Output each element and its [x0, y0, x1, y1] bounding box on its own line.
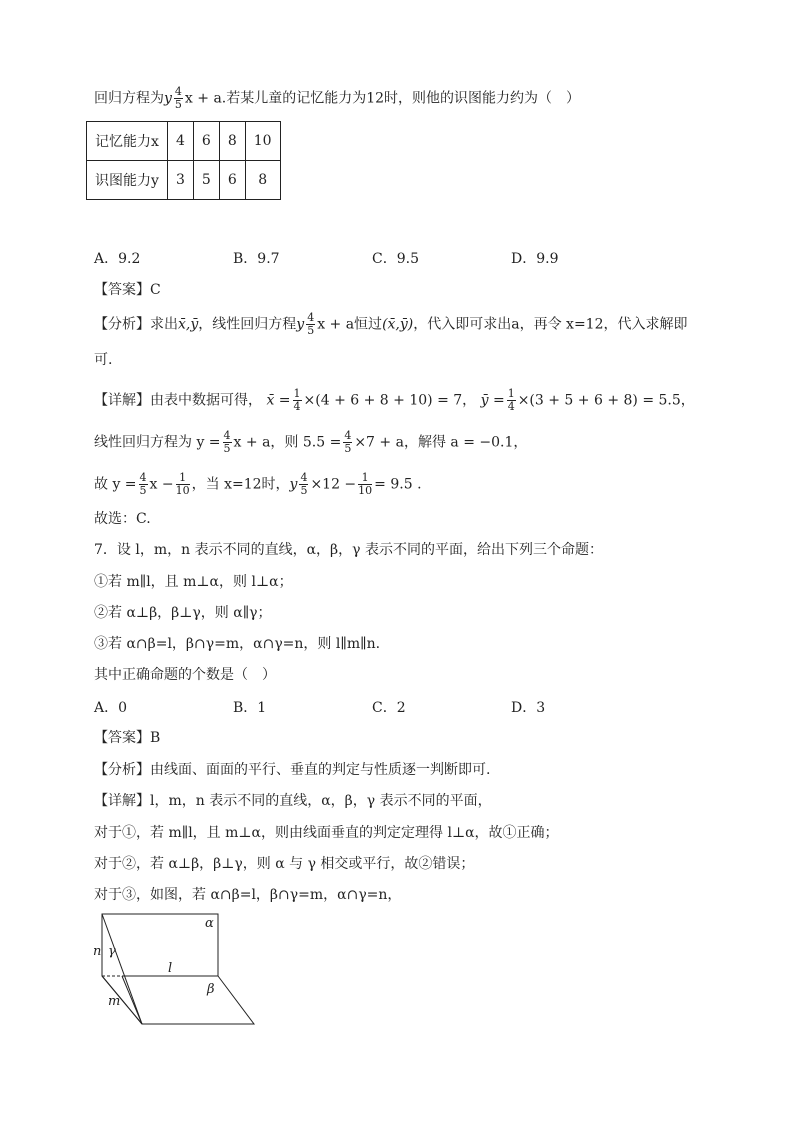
analysis-text: 求出 [150, 316, 178, 333]
answer-tag: 【答案】 [94, 730, 150, 746]
data-table [86, 121, 281, 200]
option-c[interactable]: C．9.5 [372, 251, 419, 267]
y-hat: y [296, 316, 305, 333]
table-header-memory: 记忆能力x [87, 122, 168, 161]
option-b[interactable]: B．9.7 [233, 251, 280, 267]
label-n: n [93, 944, 102, 959]
analysis-tag: 【分析】 [94, 762, 150, 778]
fraction-four-fifths: $\frac{4}{5}$ [300, 471, 308, 497]
detail-text: ×(4 + 6 + 8 + 10) = 7， [303, 392, 477, 409]
table-cell: 3 [168, 161, 194, 200]
detail-text: ，当 x=12时， [191, 476, 290, 493]
table-cell: 4 [168, 122, 194, 161]
detail-text: x + a，则 5.5 = [233, 434, 342, 451]
y-hat: y [164, 90, 172, 107]
detail-text: ×7 + a，解得 a = −0.1， [354, 434, 528, 451]
label-beta: β [207, 982, 215, 997]
q7-stem: 7．设 l，m，n 表示不同的直线，α，β，γ 表示不同的平面，给出下列三个命题： [94, 542, 603, 558]
option-a[interactable]: A．0 [94, 700, 128, 716]
plane-beta-outline [122, 976, 254, 1024]
table-row [87, 122, 281, 161]
option-c[interactable]: C．2 [372, 700, 406, 716]
fraction-one-tenth: $\frac{1}{10}$ [358, 471, 373, 497]
q7-detail-3: 对于②，若 α⊥β，β⊥γ，则 α 与 γ 相交或平行，故②错误； [94, 856, 475, 872]
q6-detail-line2 [94, 430, 527, 455]
fraction-one-fourth: $\frac{1}{4}$ [507, 387, 515, 413]
analysis-text: 由线面、面面的平行、垂直的判定与性质逐一判断即可. [150, 762, 491, 778]
detail-tag: 【详解】 [94, 392, 150, 409]
q6-conclusion: 故选：C. [94, 511, 151, 527]
plane-alpha-outline [102, 914, 218, 976]
detail-text: ×12 − [310, 476, 357, 493]
label-m: m [108, 994, 121, 1009]
q6-options [94, 248, 654, 268]
q6-analysis-cont: 可. [94, 352, 113, 368]
q6-stem-text-a: 回归方程为 [94, 90, 164, 107]
detail-text: ×(3 + 5 + 6 + 8) = 5.5， [517, 392, 695, 409]
q7-detail-2: 对于①，若 m∥l，且 m⊥α，则由线面垂直的判定定理得 l⊥α，故①正确； [94, 825, 559, 841]
analysis-text: ，代入即可求出a，再令 x=12，代入求解即 [413, 316, 688, 333]
detail-text: = 9.5 . [374, 476, 422, 493]
q7-options [94, 697, 654, 717]
q6-analysis [94, 312, 688, 337]
q7-proposition-1: ①若 m∥l，且 m⊥α，则 l⊥α； [94, 574, 293, 590]
x-bar: x̄ = [266, 392, 291, 409]
table-cell: 8 [219, 122, 245, 161]
label-l: l [168, 961, 173, 976]
q7-analysis [94, 760, 490, 780]
label-gamma: γ [108, 944, 116, 959]
q6-stem-text-b: x + a.若某儿童的记忆能力为12时，则他的识图能力约为（ ） [184, 90, 581, 107]
table-cell: 8 [245, 161, 280, 200]
mean-xy: x̄,ȳ [178, 316, 199, 333]
fraction-four-fifths: $\frac{4}{5}$ [223, 429, 231, 455]
q6-detail-line3 [94, 472, 422, 497]
fraction-one-fourth: $\frac{1}{4}$ [293, 387, 301, 413]
option-d[interactable]: D．9.9 [511, 251, 559, 267]
answer-value: B [150, 730, 161, 746]
q7-detail-4: 对于③，如图，若 α∩β=l，β∩γ=m，α∩γ=n， [94, 887, 402, 903]
detail-text: 线性回归方程为 y = [94, 434, 221, 451]
fraction-four-fifths: $\frac{4}{5}$ [344, 429, 352, 455]
detail-text: l，m，n 表示不同的直线，α，β，γ 表示不同的平面， [150, 793, 492, 809]
y-bar: ȳ = [480, 392, 505, 409]
q7-detail-1 [94, 791, 492, 811]
analysis-text: x + a恒过 [317, 316, 383, 333]
q6-stem [94, 86, 580, 111]
answer-value: C [150, 282, 161, 298]
option-b[interactable]: B．1 [233, 700, 267, 716]
q6-detail-line1 [94, 388, 695, 413]
table-cell: 6 [219, 161, 245, 200]
table-header-recognition: 识图能力y [87, 161, 168, 200]
table-row [87, 161, 281, 200]
fraction-four-fifths: $\frac{4}{5}$ [139, 471, 147, 497]
fraction-four-fifths: $\frac{4}{5}$ [174, 85, 182, 111]
planes-figure [88, 910, 268, 1030]
q6-answer [94, 280, 161, 300]
detail-tag: 【详解】 [94, 793, 150, 809]
label-alpha: α [205, 916, 214, 931]
answer-tag: 【答案】 [94, 282, 150, 298]
table-cell: 5 [193, 161, 219, 200]
analysis-text: ，线性回归方程 [198, 316, 297, 333]
q7-proposition-2: ②若 α⊥β，β⊥γ，则 α∥γ； [94, 605, 272, 621]
option-d[interactable]: D．3 [511, 700, 546, 716]
y-hat: y [289, 476, 298, 493]
detail-text: 故 y = [94, 476, 137, 493]
q7-proposition-3: ③若 α∩β=l，β∩γ=m，α∩γ=n，则 l∥m∥n. [94, 636, 381, 652]
fraction-one-tenth: $\frac{1}{10}$ [175, 471, 190, 497]
table-cell: 6 [193, 122, 219, 161]
option-a[interactable]: A．9.2 [94, 251, 141, 267]
detail-text: 由表中数据可得， [150, 392, 262, 409]
detail-text: x − [149, 476, 174, 493]
q7-answer [94, 728, 160, 748]
fraction-four-fifths: $\frac{4}{5}$ [307, 311, 315, 337]
analysis-tag: 【分析】 [94, 316, 150, 333]
table-cell: 10 [245, 122, 280, 161]
mean-point: (x̄,ȳ) [382, 316, 414, 333]
q7-question: 其中正确命题的个数是（ ） [94, 667, 276, 683]
